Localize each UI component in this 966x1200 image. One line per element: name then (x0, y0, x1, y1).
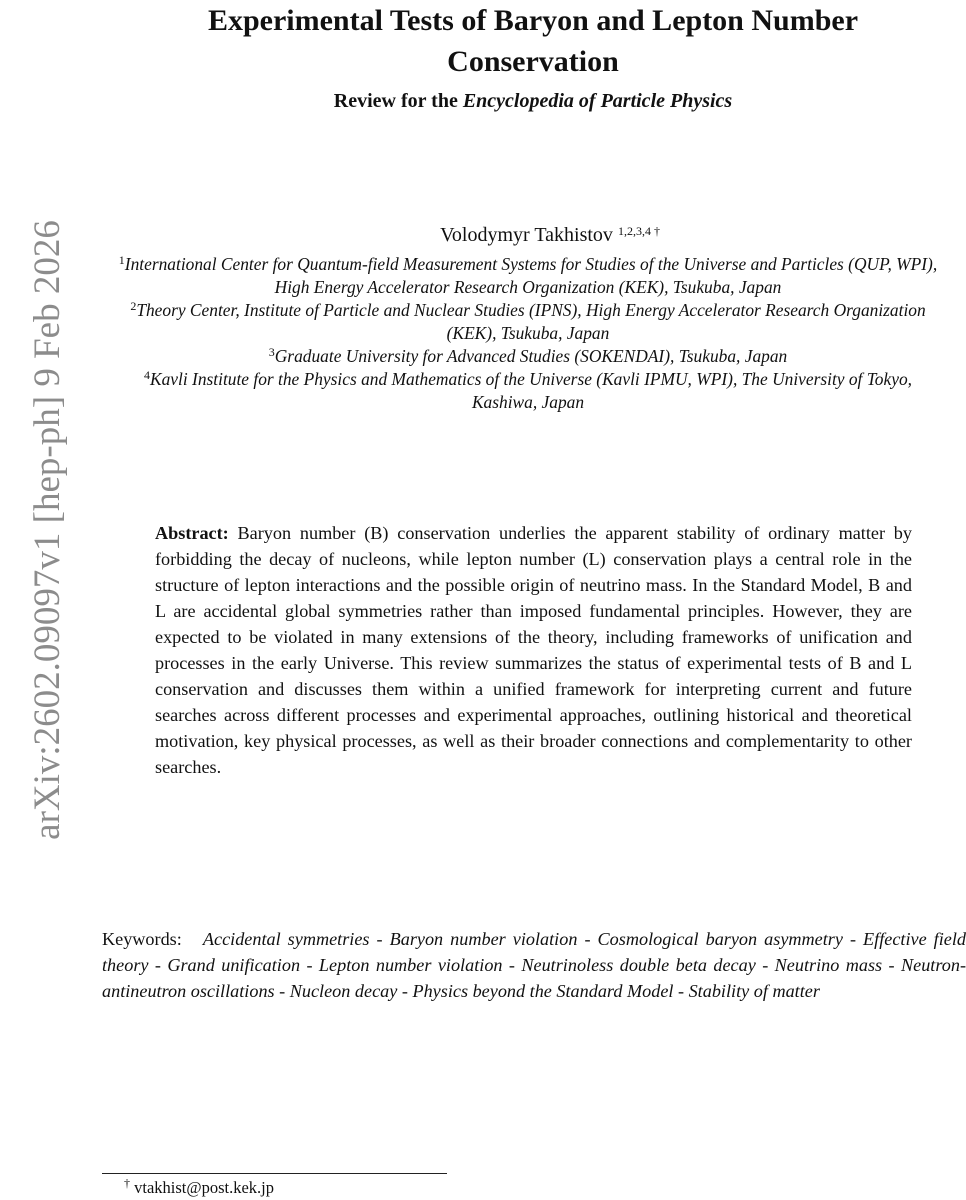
abstract (155, 520, 912, 780)
keywords-label: Keywords: (102, 929, 182, 949)
affiliation-item (110, 253, 946, 299)
footnote-rule (102, 1173, 447, 1174)
affiliation-text: Kavli Institute for the Physics and Mathematics of the Universe (Kavli IPMU, WPI), The University of Tokyo, Kashiwa, Japan (150, 369, 912, 412)
footnote-email[interactable]: vtakhist@post.kek.jp (134, 1178, 274, 1197)
affiliation-item (110, 299, 946, 345)
affiliation-mark: 2 (130, 299, 137, 313)
abstract-text: Baryon number (B) conservation underlies the apparent stability of ordinary matter by forbidding the decay of nucleons, while lepton number (L) conservation plays a central role in the structure of lepton interactions and the possible origin of neutrino mass. In the Standard Model, B and L are accidental global symmetries rather than imposed fundamental principles. However, they are expected to be violated in many extensions of the theory, including frameworks of unification and processes in the early Universe. This review summarizes the status of experimental tests of B and L conservation and discusses them within a unified framework for interpreting current and future searches across different processes and experimental approaches, outlining historical and theoretical motivation, key physical processes, as well as their broader connections and complementarity to other searches. (155, 523, 912, 777)
footnote-mark: † (124, 1176, 130, 1190)
subtitle-prefix: Review for the (333, 90, 458, 112)
affiliation-item (110, 368, 946, 414)
author-name: Volodymyr Takhistov (440, 224, 613, 246)
affiliation-text: Graduate University for Advanced Studies (SOKENDAI), Tsukuba, Japan (274, 346, 788, 366)
affiliation-item (110, 345, 946, 368)
keywords (102, 926, 966, 1004)
affiliation-text: Theory Center, Institute of Particle and Nuclear Studies (IPNS), High Energy Accelerator Research Organization (KEK), Tsukuba, Japan (136, 300, 926, 343)
affiliation-mark: 1 (118, 253, 125, 267)
arxiv-stamp: arXiv:2602.09097v1 [hep-ph] 9 Feb 2026 (27, 220, 68, 840)
subtitle-publication: Encyclopedia of Particle Physics (462, 90, 733, 112)
keywords-list: Accidental symmetries - Baryon number violation - Cosmological baryon asymmetry - Effective field theory - Grand unification - Lepton number violation - Neutrinoless double beta decay - Neutrino mass - Neutron-antineutron oscillations - Nucleon decay - Physics beyond the Standard Model - Stability of matter (102, 929, 966, 1001)
author-line (0, 222, 966, 248)
abstract-label: Abstract: (155, 523, 229, 543)
affiliation-mark: 4 (144, 368, 150, 382)
footnote (124, 1177, 274, 1199)
affiliations (110, 253, 946, 414)
affiliation-mark: 3 (268, 345, 275, 359)
paper-title: Experimental Tests of Baryon and Lepton Number Conservation (207, 4, 859, 78)
affiliation-text: International Center for Quantum-field Measurement Systems for Studies of the Universe and Particles (QUP, WPI), High Energy Accelerator Research Organization (KEK), Tsukuba, Japan (124, 254, 938, 297)
paper-subtitle (200, 88, 866, 114)
author-affiliation-marks: 1,2,3,4 † (617, 224, 660, 238)
